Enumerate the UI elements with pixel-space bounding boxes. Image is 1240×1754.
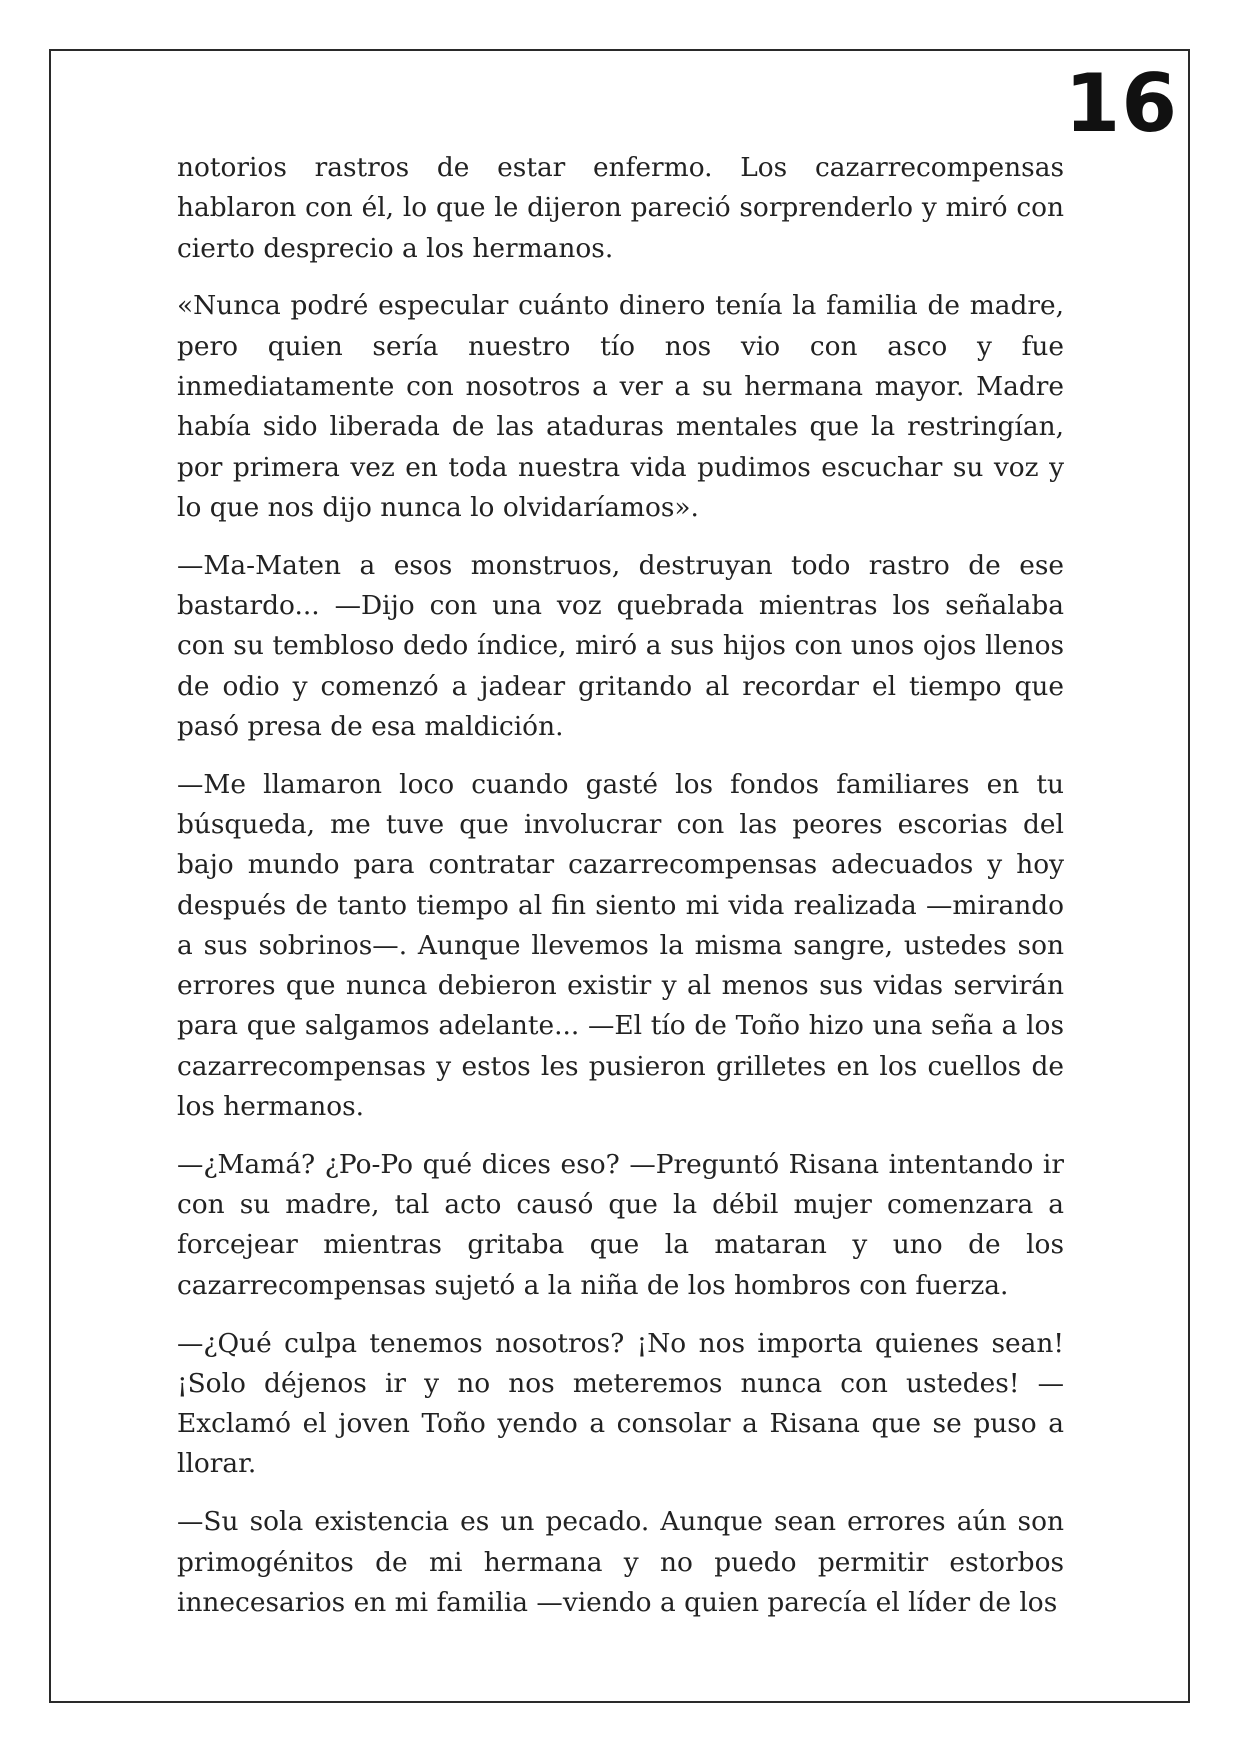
paragraph: —¿Qué culpa tenemos nosotros? ¡No nos importa quienes sean! ¡Solo déjenos ir y no nos meteremos nunca con ustedes! —Exclamó el joven Toño yendo a consolar a Risana que se puso a llorar. [177, 1327, 1064, 1480]
paragraph: —Su sola existencia es un pecado. Aunque sean errores aún son primogénitos de mi hermana y no puedo permitir estorbos innecesarios en mi familia —viendo a quien parecía el líder de los [177, 1506, 1064, 1618]
paragraph: —Me llamaron loco cuando gasté los fondos familiares en tu búsqueda, me tuve que involucrar con las peores escorias del bajo mundo para contratar cazarrecompensas adecuados y hoy después de tanto tiempo al fin siento mi vida realizada —mirando a sus sobrinos—. Aunque llevemos la misma sangre, ustedes son errores que nunca debieron existir y al menos sus vidas servirán para que salgamos adelante... —El tío de Toño hizo una seña a los cazarrecompensas y estos les pusieron grilletes en los cuellos de los hermanos. [177, 768, 1064, 1123]
paragraph: «Nunca podré especular cuánto dinero tenía la familia de madre, pero quien sería nuestro tío nos vio con asco y fue inmediatamente con nosotros a ver a su hermana mayor. Madre había sido liberada de las ataduras mentales que la restringían, por primera vez en toda nuestra vida pudimos escuchar su voz y lo que nos dijo nunca lo olvidaríamos». [177, 290, 1064, 523]
paragraph: notorios rastros de estar enfermo. Los cazarrecompensas hablaron con él, lo que le dijeron pareció sorprenderlo y miró con cierto desprecio a los hermanos. [177, 152, 1064, 264]
body-text [177, 148, 1064, 1641]
page-number: 16 [1064, 57, 1178, 150]
paragraph: —Ma-Maten a esos monstruos, destruyan todo rastro de ese bastardo... —Dijo con una voz quebrada mientras los señalaba con su tembloso dedo índice, miró a sus hijos con unos ojos llenos de odio y comenzó a jadear gritando al recordar el tiempo que pasó presa de esa maldición. [177, 549, 1064, 742]
paragraph: —¿Mamá? ¿Po-Po qué dices eso? —Preguntó Risana intentando ir con su madre, tal acto causó que la débil mujer comenzara a forcejear mientras gritaba que la mataran y uno de los cazarrecompensas sujetó a la niña de los hombros con fuerza. [177, 1148, 1064, 1301]
